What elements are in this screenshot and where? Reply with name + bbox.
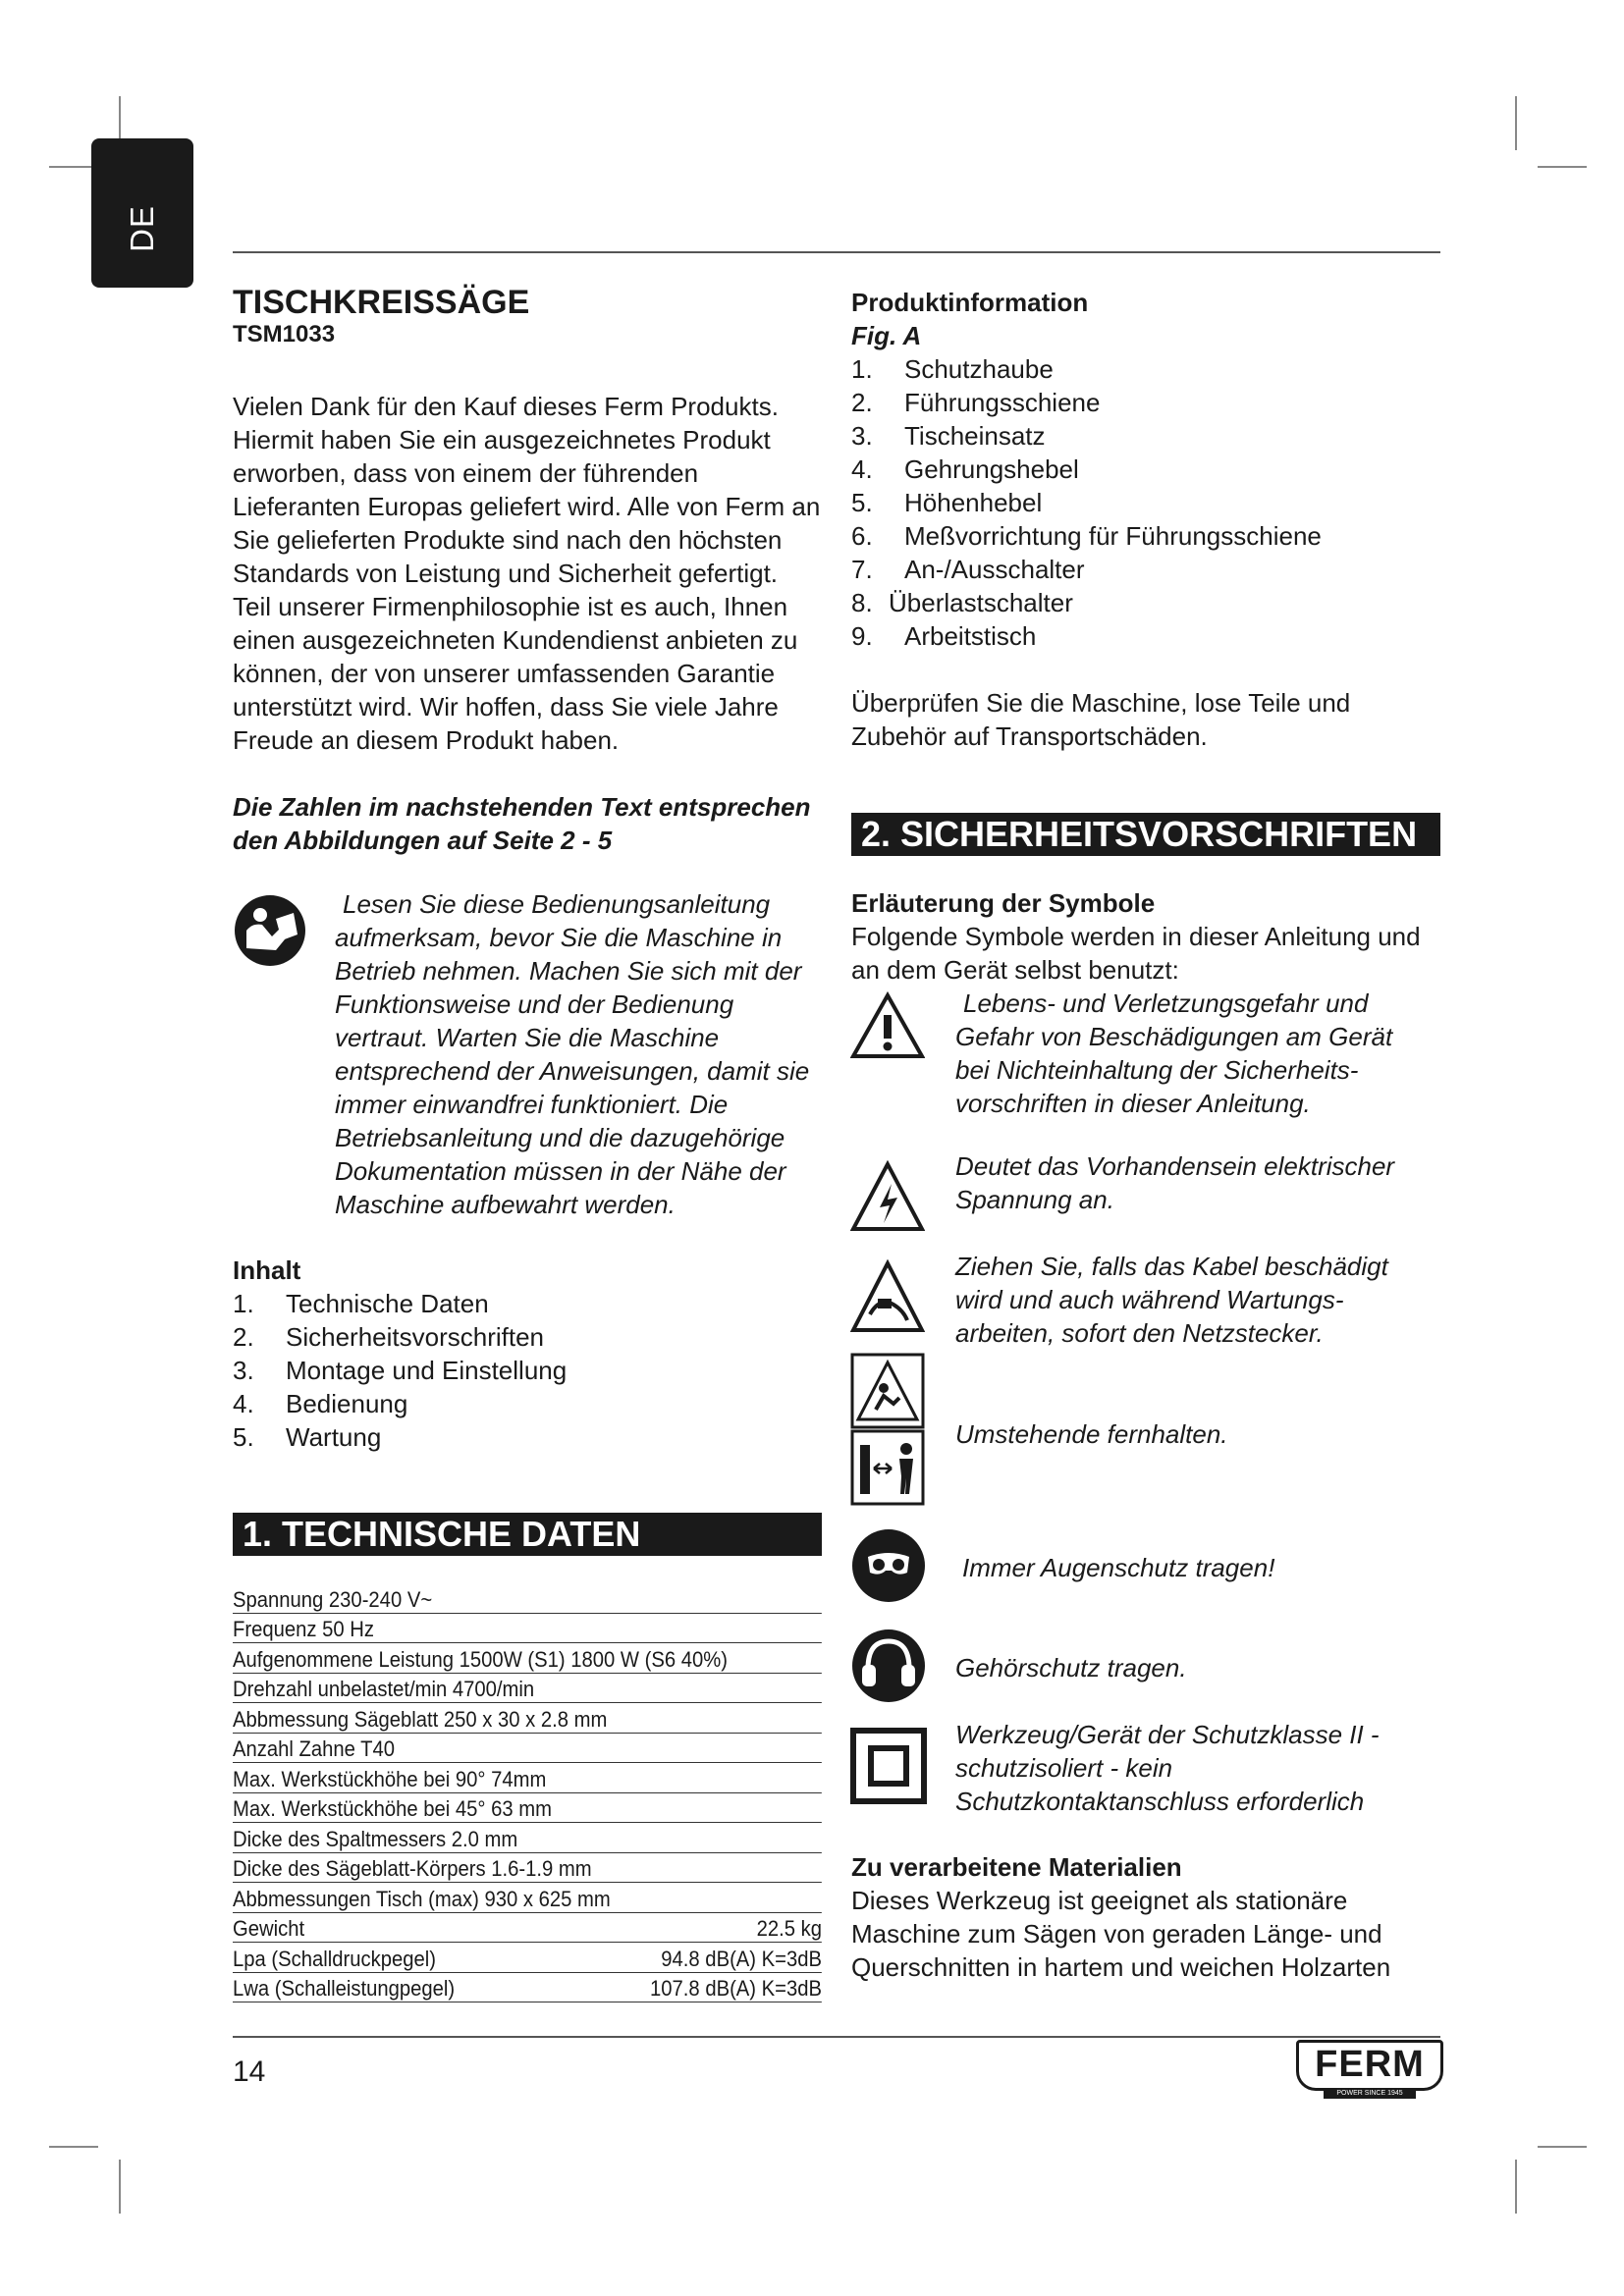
spec-label: Abbmessungen Tisch (max) 930 x 625 mm [233,1886,611,1911]
page-number: 14 [233,2056,266,2088]
contents-item [233,1287,822,1320]
crop-mark [1538,2146,1587,2148]
table-row [233,1883,822,1913]
part-num: 3. [851,421,873,451]
section-heading-technical-data: 1. TECHNISCHE DATEN [233,1513,822,1556]
crop-mark [1538,166,1587,168]
table-row [233,1853,822,1884]
intro-column [233,284,822,857]
part-num: 2. [851,388,873,417]
table-row [233,1823,822,1853]
spec-value: 22.5 kg [756,1916,823,1941]
crop-mark [1515,2160,1517,2214]
part-num: 4. [851,454,873,484]
contents-item [233,1420,822,1454]
list-item [851,519,1440,553]
part-num: 6. [851,521,873,551]
crop-mark [1515,96,1517,150]
symbols-heading: Erläuterung der Symbole [851,888,1156,918]
spec-value: 107.8 dB(A) K=3dB [650,1976,823,2001]
table-row [233,1793,822,1824]
materials-block [851,1850,1440,1984]
warning-icon [850,991,925,1060]
table-row [233,1614,822,1644]
contents-num: 5. [233,1422,254,1452]
part-label: Führungsschiene [904,388,1101,417]
contents-block [233,1254,822,1454]
symbols-intro: Folgende Symbole werden in dieser Anleitung und an dem Gerät selbst benutzt: [851,922,1421,985]
product-info-heading: Produktinformation [851,288,1089,317]
table-row [233,1583,822,1614]
contents-label: Technische Daten [286,1289,489,1318]
crop-mark [119,2160,121,2214]
read-manual-icon [233,893,307,968]
part-num: 9. [851,621,873,651]
contents-num: 4. [233,1389,254,1418]
crop-mark [49,2146,98,2148]
eye-protection-icon [850,1527,927,1604]
ferm-logo [1296,2040,1441,2101]
contents-num: 1. [233,1289,254,1318]
part-num: 1. [851,354,873,384]
logo-tagline: POWER SINCE 1945 [1324,2089,1416,2099]
list-item [851,419,1440,453]
contents-num: 2. [233,1322,254,1352]
list-item [851,486,1440,519]
intro-text: Vielen Dank für den Kauf dieses Ferm Produkts. Hiermit haben Sie ein ausgezeichnetes Produkt erworben, dass von einem der führenden Lieferanten Europas geliefert wird. Alle von Ferm an Sie gelieferten Produkte sind nach den höchsten Standards von Leistung und Sicherheit gefertigt. Teil unserer Firmenphilosophie ist es auch, Ihnen einen ausgezeichneten Kundendienst anbieten zu können, der von unserer umfassenden Garantie unterstützt wird. Wir hoffen, dass Sie viele Jahre Freude an diesem Produkt haben. [233,392,821,755]
warning-text: Lebens- und Verletzungsgefahr und Gefahr von Beschädigungen am Gerät bei Nichteinhaltung der Sicherheits-vorschriften in dieser Anleitung. [955,988,1393,1118]
contents-label: Wartung [286,1422,382,1452]
list-item [851,586,1440,619]
keep-bystanders-away-icon [850,1353,925,1506]
product-info-column [851,286,1440,753]
part-label: Schutzhaube [904,354,1054,384]
check-text: Überprüfen Sie die Maschine, lose Teile und Zubehör auf Transportschäden. [851,688,1351,751]
list-item [851,352,1440,386]
part-label: Überlastschalter [889,588,1073,617]
spec-label: Frequenz 50 Hz [233,1617,375,1641]
spec-label: Gewicht [233,1916,305,1941]
list-item [851,453,1440,486]
spec-label: Spannung 230-240 V~ [233,1586,433,1612]
language-tab [91,138,193,288]
voltage-text: Deutet das Vorhandensein elektrischer Spannung an. [955,1151,1395,1214]
contents-item [233,1320,822,1354]
table-row [233,1913,822,1944]
part-label: Tischeinsatz [904,421,1046,451]
ear-protection-icon [850,1628,927,1704]
spec-table [233,1583,822,2002]
table-row [233,1973,822,2003]
unplug-cable-icon [850,1259,925,1334]
section-heading-safety: 2. SICHERHEITSVORSCHRIFTEN [851,813,1440,856]
bystanders-text: Umstehende fernhalten. [955,1419,1228,1449]
contents-label: Sicherheitsvorschriften [286,1322,544,1352]
symbols-intro-block [851,886,1440,987]
table-row [233,1763,822,1793]
read-manual-text: Lesen Sie diese Bedienungsanleitung aufmerksam, bevor Sie die Maschine in Betrieb nehmen. Machen Sie sich mit der Funktionsweise und der Bedienung vertraut. Warten Sie die Maschine entsprechend der Anweisungen, damit sie immer einwandfrei funktioniert. Die Betriebsanleitung und die dazugehörige Dokumentation müssen in der Nähe der Maschine aufbewahrt werden. [335,889,810,1219]
part-label: Gehrungshebel [904,454,1079,484]
contents-heading: Inhalt [233,1255,301,1285]
contents-list [233,1287,822,1454]
header-rule [233,251,1440,253]
figure-note: Die Zahlen im nachstehenden Text entsprechen den Abbildungen auf Seite 2 - 5 [233,792,811,855]
part-num: 8. [851,588,873,617]
part-label: Höhenhebel [904,488,1043,517]
part-label: An-/Ausschalter [904,555,1085,584]
spec-label: Anzahl Zahne T40 [233,1736,396,1761]
materials-text: Dieses Werkzeug ist geeignet als stationäre Maschine zum Sägen von geraden Länge- und Querschnitten in hartem und weichen Holzarten [851,1886,1391,1982]
spec-value: 94.8 dB(A) K=3dB [661,1946,823,1971]
footer-rule [233,2036,1440,2038]
contents-num: 3. [233,1356,254,1385]
contents-label: Montage und Einstellung [286,1356,568,1385]
table-row [233,1734,822,1764]
list-item [851,386,1440,419]
spec-label: Dicke des Sägeblatt-Körpers 1.6-1.9 mm [233,1856,592,1881]
language-label: DE [124,205,160,252]
list-item [851,619,1440,653]
class-ii-text: Werkzeug/Gerät der Schutzklasse II - schutzisoliert - kein Schutzkontaktanschluss erforderlich [955,1720,1380,1816]
figure-label: Fig. A [851,321,922,350]
ear-protection-text: Gehörschutz tragen. [955,1653,1187,1682]
table-row [233,1703,822,1734]
product-title: TISCHKREISSÄGE [233,284,530,321]
list-item [851,553,1440,586]
part-num: 7. [851,555,873,584]
spec-label: Lpa (Schalldruckpegel) [233,1946,437,1971]
electric-voltage-icon [850,1160,925,1233]
table-row [233,1943,822,1973]
part-num: 5. [851,488,873,517]
eye-protection-text: Immer Augenschutz tragen! [962,1553,1275,1582]
materials-heading: Zu verarbeitene Materialien [851,1852,1182,1882]
logo-text: FERM [1315,2044,1425,2085]
part-label: Arbeitstisch [904,621,1037,651]
table-row [233,1643,822,1674]
part-label: Meßvorrichtung für Führungsschiene [904,521,1322,551]
spec-label: Max. Werkstückhöhe bei 90° 74mm [233,1766,547,1791]
spec-label: Drehzahl unbelastet/min 4700/min [233,1677,535,1701]
contents-item [233,1387,822,1420]
contents-item [233,1354,822,1387]
cable-text: Ziehen Sie, falls das Kabel beschädigt wird und auch während Wartungs-arbeiten, sofort den Netzstecker. [955,1252,1388,1348]
read-manual-block [335,887,826,1221]
spec-label: Max. Werkstückhöhe bei 45° 63 mm [233,1796,552,1821]
spec-label: Dicke des Spaltmessers 2.0 mm [233,1826,518,1851]
contents-label: Bedienung [286,1389,408,1418]
protection-class-ii-icon [850,1728,927,1804]
spec-label: Lwa (Schalleistungpegel) [233,1976,456,2001]
product-model: TSM1033 [233,321,336,347]
parts-list [851,352,1440,653]
table-row [233,1674,822,1704]
spec-label: Aufgenommene Leistung 1500W (S1) 1800 W (S6 40%) [233,1646,729,1672]
spec-label: Abbmessung Sägeblatt 250 x 30 x 2.8 mm [233,1706,608,1732]
